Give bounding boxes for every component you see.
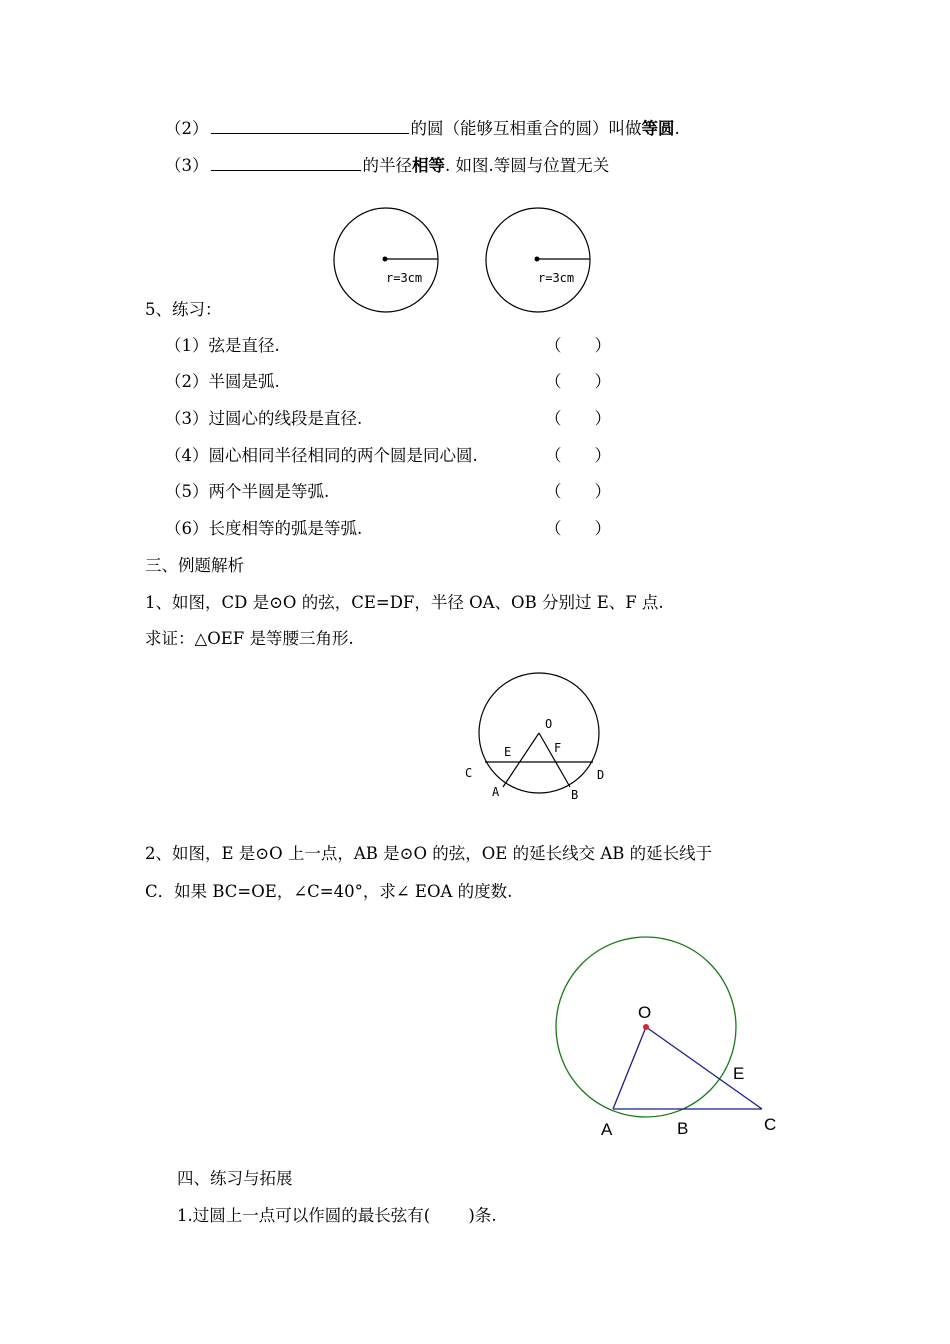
- ex2-label-c: C: [764, 1115, 777, 1134]
- ex1-label-f: F: [554, 741, 562, 755]
- item-3-prefix: （3）: [165, 156, 209, 175]
- segment-oc: [646, 1027, 762, 1109]
- ex1-label-c: C: [465, 766, 473, 780]
- ex1-label-a: A: [492, 785, 500, 799]
- practice-item-5: （5）两个半圆是等弧.: [165, 482, 330, 501]
- ex2-label-o: O: [638, 1003, 652, 1022]
- practice-item-6: （6）长度相等的弧是等弧.: [165, 519, 363, 538]
- practice-answer-2[interactable]: （ ）: [545, 372, 611, 391]
- item-3-suffix: 的半径: [362, 156, 412, 175]
- practice-answer-1[interactable]: （ ）: [545, 336, 611, 355]
- extension-title: 四、练习与拓展: [177, 1169, 293, 1188]
- ex1-label-o: O: [545, 717, 553, 731]
- item-3-note: . 如图.等圆与位置无关: [445, 156, 610, 175]
- practice-item-2: （2）半圆是弧.: [165, 372, 280, 391]
- examples-title: 三、例题解析: [145, 556, 244, 575]
- radius-label-left: r=3cm: [386, 271, 423, 285]
- example-2-question: C．如果 BC=OE，∠C=40°，求∠ EOA 的度数.: [145, 882, 513, 901]
- example-2-statement: 2、如图，E 是⊙O 上一点，AB 是⊙O 的弦，OE 的延长线交 AB 的延长线于: [145, 844, 713, 863]
- ex2-label-b: B: [677, 1119, 689, 1138]
- example-1-statement: 1、如图，CD 是⊙O 的弦，CE=DF，半径 OA、OB 分别过 E、F 点.: [145, 593, 664, 612]
- extension-question-1: 1.过圆上一点可以作圆的最长弦有( )条.: [177, 1206, 497, 1225]
- practice-item-4: （4）圆心相同半径相同的两个圆是同心圆.: [165, 446, 478, 465]
- practice-answer-5[interactable]: （ ）: [545, 482, 611, 501]
- ex1-label-d: D: [597, 768, 605, 782]
- practice-item-3: （3）过圆心的线段是直径.: [165, 409, 363, 428]
- ex2-label-e: E: [733, 1064, 745, 1083]
- example-1-prove: 求证：△OEF 是等腰三角形.: [145, 629, 354, 648]
- practice-answer-6[interactable]: （ ）: [545, 519, 611, 538]
- radius-label-right: r=3cm: [538, 271, 575, 285]
- item-3-term: 相等: [412, 156, 445, 175]
- item-2-period: .: [674, 119, 680, 138]
- item-2-term: 等圆: [641, 119, 675, 138]
- ex2-label-a: A: [601, 1120, 613, 1139]
- ex2-center-dot: [643, 1024, 649, 1030]
- ex1-label-e: E: [504, 745, 512, 759]
- practice-answer-3[interactable]: （ ）: [545, 409, 611, 428]
- item-2-suffix: 的圆（能够互相重合的圆）叫做: [410, 119, 642, 138]
- practice-answer-4[interactable]: （ ）: [545, 446, 611, 465]
- practice-item-1: （1）弦是直径.: [165, 336, 280, 355]
- practice-title: 5、练习：: [145, 300, 222, 319]
- ex1-label-b: B: [571, 788, 579, 802]
- item-2-prefix: （2）: [165, 119, 209, 138]
- segment-oa: [613, 1027, 646, 1109]
